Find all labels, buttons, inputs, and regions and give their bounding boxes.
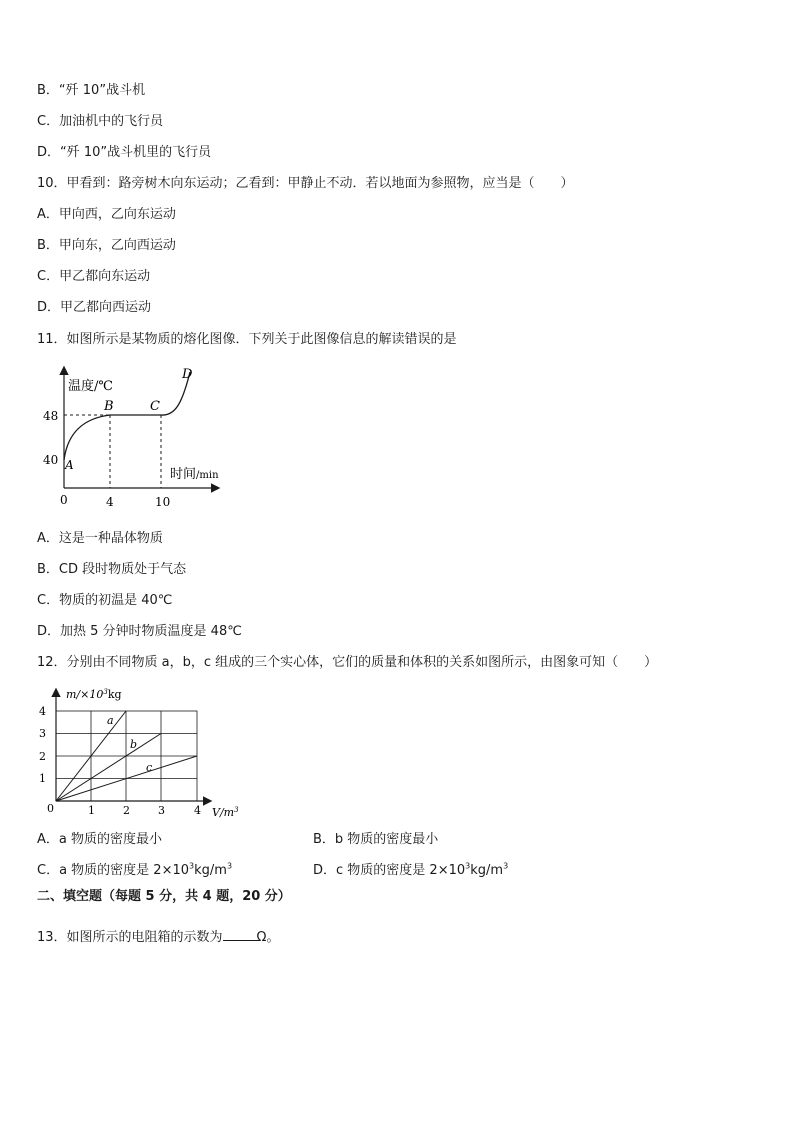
q10-option-a: A．甲向西，乙向东运动 xyxy=(37,207,176,222)
x-axis-label: 时间/min xyxy=(170,467,219,482)
q12-option-a: A．a 物质的密度最小 xyxy=(37,832,162,847)
q11-option-a: A．这是一种晶体物质 xyxy=(37,531,163,546)
x-tick-4: 4 xyxy=(106,495,114,509)
y-tick-48: 48 xyxy=(43,409,59,423)
y-tick-40: 40 xyxy=(43,453,59,467)
q10-option-c: C．甲乙都向东运动 xyxy=(37,269,151,284)
q9-option-c: C．加油机中的飞行员 xyxy=(37,114,164,129)
point-b-label: B xyxy=(104,399,114,414)
mass-volume-graph xyxy=(30,684,250,824)
q10-stem: 10．甲看到：路旁树木向东运动；乙看到：甲静止不动．若以地面为参照物，应当是（ ） xyxy=(37,176,574,191)
point-d-label: D xyxy=(182,367,193,382)
line-a-label: a xyxy=(107,714,114,727)
y-axis-label: $m/\times 10^3kg$ xyxy=(66,688,122,701)
q12-option-c: C．a 物质的密度是 $2\times 10^3kg/m^3$ xyxy=(37,861,233,878)
x-tick-10: 10 xyxy=(155,495,171,509)
answer-blank xyxy=(223,928,257,941)
x-tick-2: 2 xyxy=(123,804,130,817)
y-tick-3: 3 xyxy=(39,727,46,740)
q10-option-b: B．甲向东，乙向西运动 xyxy=(37,238,176,253)
q12-option-b: B．b 物质的密度最小 xyxy=(313,832,439,847)
origin-label: 0 xyxy=(47,802,54,815)
point-a-label: A xyxy=(65,458,74,472)
q11-option-c: C．物质的初温是 40℃ xyxy=(37,593,173,608)
y-tick-2: 2 xyxy=(39,750,46,763)
section-heading: 二、填空题（每题 5 分，共 4 题，20 分） xyxy=(37,889,291,904)
q9-option-b: B．“歼 10”战斗机 xyxy=(37,83,146,98)
point-c-label: C xyxy=(150,399,160,414)
x-tick-3: 3 xyxy=(158,804,165,817)
line-b-label: b xyxy=(130,738,138,751)
x-tick-4: 4 xyxy=(194,804,201,817)
q11-option-b: B．CD 段时物质处于气态 xyxy=(37,562,187,577)
line-c-label: c xyxy=(146,761,153,774)
y-tick-1: 1 xyxy=(39,772,46,785)
y-axis-label: 温度/℃ xyxy=(68,379,113,394)
q9-option-d: D．“歼 10”战斗机里的飞行员 xyxy=(37,145,212,160)
q11-option-d: D．加热 5 分钟时物质温度是 48℃ xyxy=(37,624,242,639)
q13-stem: 13．如图所示的电阻箱的示数为 Ω。 xyxy=(37,930,280,945)
x-axis-label: $V/m^3$ xyxy=(212,806,239,819)
y-tick-4: 4 xyxy=(39,705,46,718)
q10-option-d: D．甲乙都向西运动 xyxy=(37,300,152,315)
x-tick-1: 1 xyxy=(88,804,95,817)
origin-label: 0 xyxy=(60,493,68,507)
q11-stem: 11．如图所示是某物质的熔化图像．下列关于此图像信息的解读错误的是 xyxy=(37,332,457,347)
melting-graph xyxy=(30,362,240,518)
q12-option-d: D．c 物质的密度是 $2\times 10^3kg/m^3$ xyxy=(313,861,509,878)
q12-stem: 12．分别由不同物质 a，b，c 组成的三个实心体，它们的质量和体积的关系如图所示，由图象可知（ ） xyxy=(37,655,658,670)
